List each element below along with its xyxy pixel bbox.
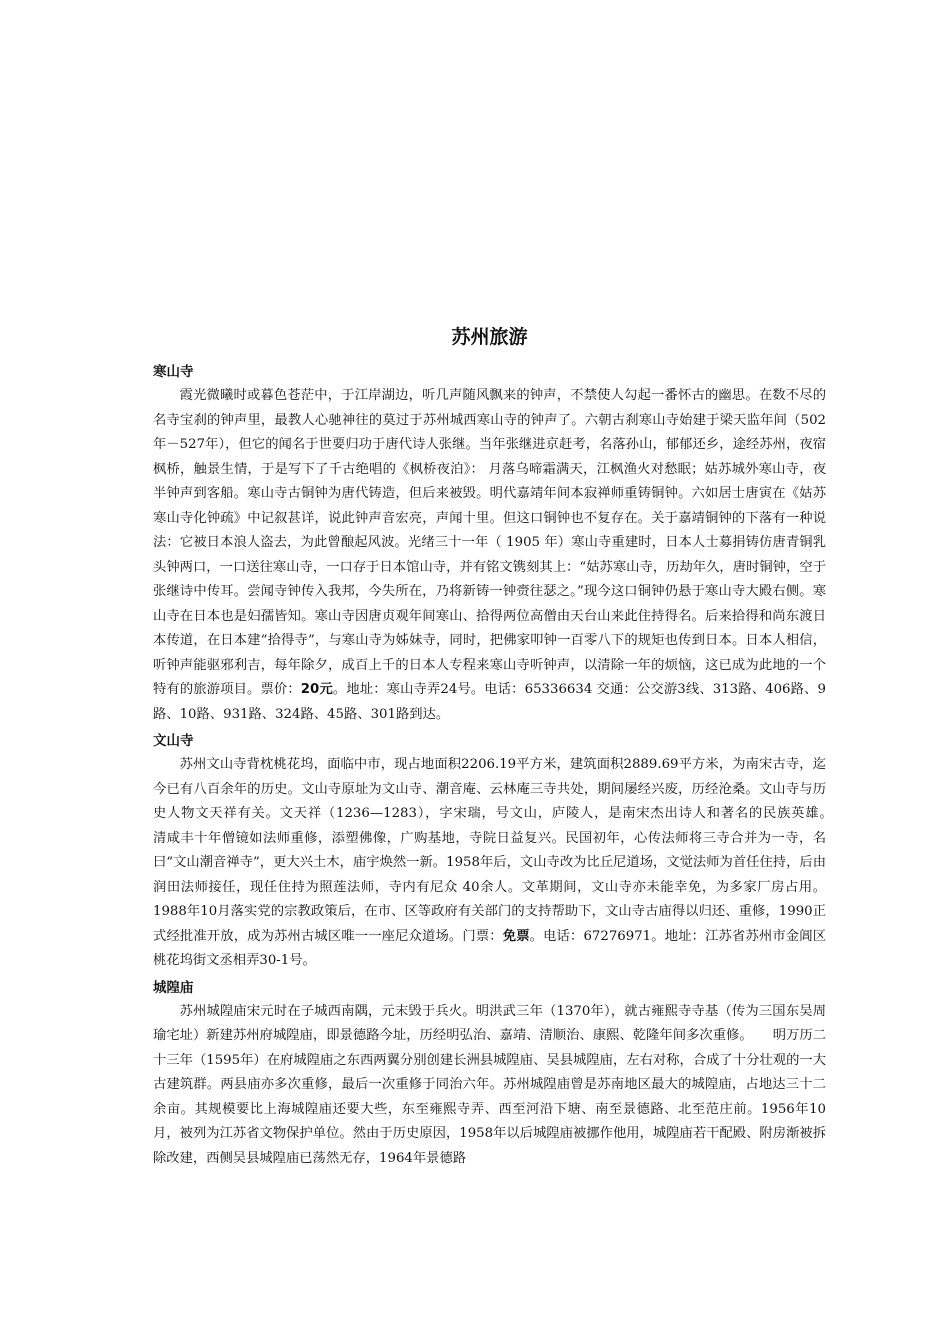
body-text: 苏州城隍庙宋元时在子城西南隅，元末毁于兵火。明洪武三年（1370年），就古雍熙寺寺基（传为三国东吴周瑜宅址）新建苏州府城隍庙，即景德路今址，历经明弘治、嘉靖、清顺治、康熙、乾隆年间多次重修。 明万历二十三年（1595年）在府城隍庙之东西两翼分别创建长洲县城隍庙、吴县城隍庙，左右对称，合成了十分壮观的一大古建筑群。两县庙亦多次重修，最后一次重修于同治六年。苏州城隍庙曾是苏南地区最大的城隍庙，占地达三十二余亩。其规模要比上海城隍庙还要大些，东至雍熙寺弄、西至河沿下塘、南至景德路、北至范庄前。1956年10月，被列为江苏省文物保护单位。然由于历史原因，1958年以后城隍庙被挪作他用，城隍庙若干配殿、附房渐被拆除改建，西侧吴县城隍庙已荡然无存，1964年景德路 [153, 1003, 826, 1166]
ticket-price: 20元 [300, 682, 333, 697]
section-body [153, 1000, 826, 1172]
ticket-price: 免票 [502, 928, 530, 944]
section-city-god-temple [153, 976, 826, 1172]
document-page [153, 318, 853, 1173]
section-wenshan-temple [153, 729, 853, 974]
document-title: 苏州旅游 [451, 326, 528, 348]
body-text: 苏州文山寺背枕桃花坞，面临中市，现占地面积2206.19平方米，建筑面积2889.69平方米，为南宋古寺，迄今已有八百余年的历史。文山寺原址为文山寺、潮音庵、云林庵三寺共处，期间屡经兴废，历经沧桑。文山寺与历史人物文天祥有关。文天祥（1236—1283），字宋瑞，号文山，庐陵人，是南宋杰出诗人和著名的民族英雄。 清咸丰十年僧镜如法师重修，添塑佛像，广购基地，寺院日益复兴。民国初年，心传法师将三寺合并为一寺，名曰“文山潮音禅寺”，更大兴土木，庙宇焕然一新。1958年后，文山寺改为比丘尼道场，文觉法师为首任住持，后由润田法师接任，现任住持为照莲法师，寺内有尼众 40余人。文革期间，文山寺亦未能幸免，为多家厂房占用。1988年10月落实党的宗教政策后，在市、区等政府有关部门的支持帮助下，文山寺古庙得以归还、重修，1990正式经批准开放，成为苏州古城区唯一一座尼众道场。门票： [153, 757, 853, 944]
section-heading: 寒山寺 [153, 364, 194, 380]
body-text-contact: 。电话：67276971。地址：江苏省苏州市金阊区桃花坞街文丞相弄30-1号。 [153, 928, 827, 968]
body-text-contact: 。地址：寒山寺弄24号。电话：65336634 交通：公交游3线、313路、406路、9路、10路、931路、324路、45路、301路到达。 [153, 682, 826, 722]
body-text: 霞光微曦时或暮色苍茫中，于江岸湖边，听几声随风飘来的钟声，不禁使人勾起一番怀古的幽思。在数不尽的名寺宝刹的钟声里，最教人心驰神往的莫过于苏州城西寒山寺的钟声了。六朝古刹寒山寺始建于梁天监年间（502年－527年），但它的闻名于世要归功于唐代诗人张继。当年张继进京赶考，名落孙山，郁郁还乡，途经苏州，夜宿枫桥，触景生情，于是写下了千古绝唱的《枫桥夜泊》： 月落乌啼霜满天，江枫渔火对愁眠；姑苏城外寒山寺，夜半钟声到客船。寒山寺古铜钟为唐代铸造，但后来被毁。明代嘉靖年间本寂禅师重铸铜钟。六如居士唐寅在《姑苏寒山寺化钟疏》中记叙甚详，说此钟声音宏亮，声闻十里。但这口铜钟也不复存在。关于嘉靖铜钟的下落有一种说法：它被日本浪人盗去，为此曾酿起风波。光绪三十一年（ 1905 年）寒山寺重建时，日本人士募捐铸仿唐青铜乳头钟两口，一口送往寒山寺，一口存于日本馆山寺，并有铭文镌刻其上：“姑苏寒山寺，历劫年久，唐时铜钟，空于张继诗中传耳。尝闻寺钟传入我邦，今失所在，乃将新铸一钟赍往瑟之。”现今这口铜钟仍悬于寒山寺大殿右侧。寒山寺在日本也是妇孺皆知。寒山寺因唐贞观年间寒山、拾得两位高僧由天台山来此住持得名。后来拾得和尚东渡日本传道，在日本建“拾得寺”，与寒山寺为姊妹寺，同时，把佛家叩钟一百零八下的规矩也传到日本。日本人相信，听钟声能驱邪利吉，每年除夕，成百上千的日本人专程来寒山寺听钟声，以清除一年的烦恼，这已成为此地的一个特有的旅游项目。票价： [153, 388, 826, 697]
section-heading: 城隍庙 [153, 979, 194, 996]
section-heading: 文山寺 [153, 733, 194, 749]
section-body [153, 384, 826, 727]
section-body [153, 753, 853, 974]
section-hanshan-temple [153, 360, 826, 727]
